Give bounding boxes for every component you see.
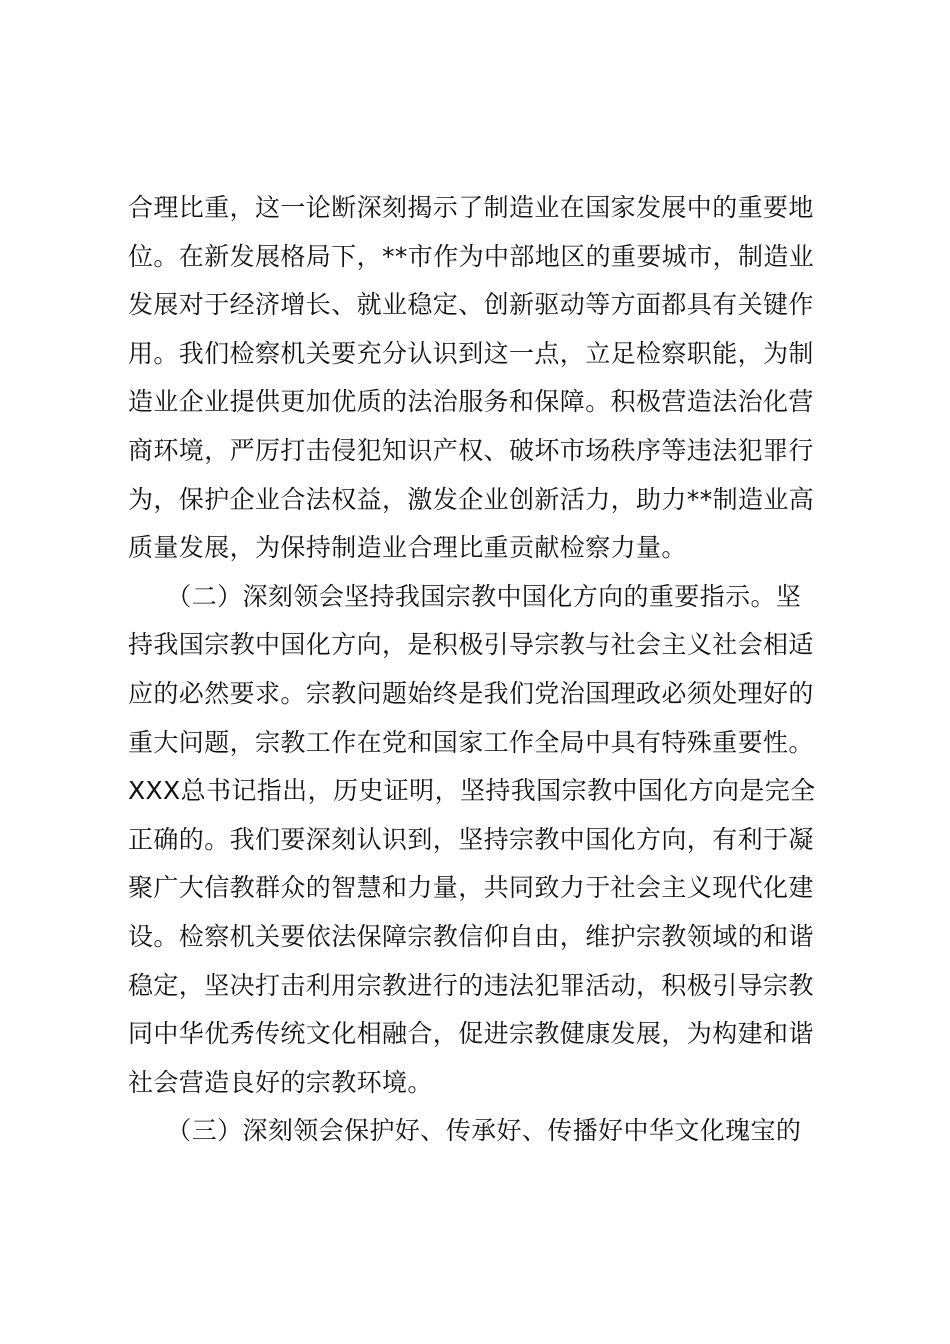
text-line-2: 位。在新发展格局下，**市作为中部地区的重要城市，制造业 <box>128 241 815 271</box>
text-line-11: 应的必然要求。宗教问题始终是我们党治国理政必须处理好的 <box>128 678 814 708</box>
text-line-16: 设。检察机关要依法保障宗教信仰自由，维护宗教领域的和谐 <box>128 921 814 951</box>
text-line-7: 为，保护企业合法权益，激发企业创新活力，助力**制造业高 <box>128 484 815 514</box>
text-line-14: 正确的。我们要深刻认识到，坚持宗教中国化方向，有利于凝 <box>128 824 814 854</box>
text-line-8: 质量发展，为保持制造业合理比重贡献检察力量。 <box>128 533 687 563</box>
text-line-15: 聚广大信教群众的智慧和力量，共同致力于社会主义现代化建 <box>128 873 814 903</box>
text-line-1: 合理比重，这一论断深刻揭示了制造业在国家发展中的重要地 <box>128 193 814 222</box>
text-line-19: 社会营造良好的宗教环境。 <box>128 1067 433 1097</box>
text-line-5: 造业企业提供更加优质的法治服务和保障。积极营造法治化营 <box>128 387 814 417</box>
section-heading-3: （三）深刻领会保护好、传承好、传播好中华文化瑰宝的 <box>128 1116 802 1146</box>
text-line-10: 持我国宗教中国化方向，是积极引导宗教与社会主义社会相适 <box>128 630 814 660</box>
text-line-4: 用。我们检察机关要充分认识到这一点，立足检察职能，为制 <box>128 338 814 368</box>
section-heading-2: （二）深刻领会坚持我国宗教中国化方向的重要指示。坚 <box>128 581 802 611</box>
text-line-13: XXX总书记指出，历史证明，坚持我国宗教中国化方向是完全 <box>128 776 816 806</box>
document-body <box>128 184 848 1156</box>
text-line-6: 商环境，严厉打击侵犯知识产权、破坏市场秩序等违法犯罪行 <box>128 435 814 465</box>
text-line-3: 发展对于经济增长、就业稳定、创新驱动等方面都具有关键作 <box>128 290 814 320</box>
text-line-17: 稳定，坚决打击利用宗教进行的违法犯罪活动，积极引导宗教 <box>128 970 814 1000</box>
text-line-12: 重大问题，宗教工作在党和国家工作全局中具有特殊重要性。 <box>128 727 814 757</box>
text-line-18: 同中华优秀传统文化相融合，促进宗教健康发展，为构建和谐 <box>128 1019 814 1049</box>
